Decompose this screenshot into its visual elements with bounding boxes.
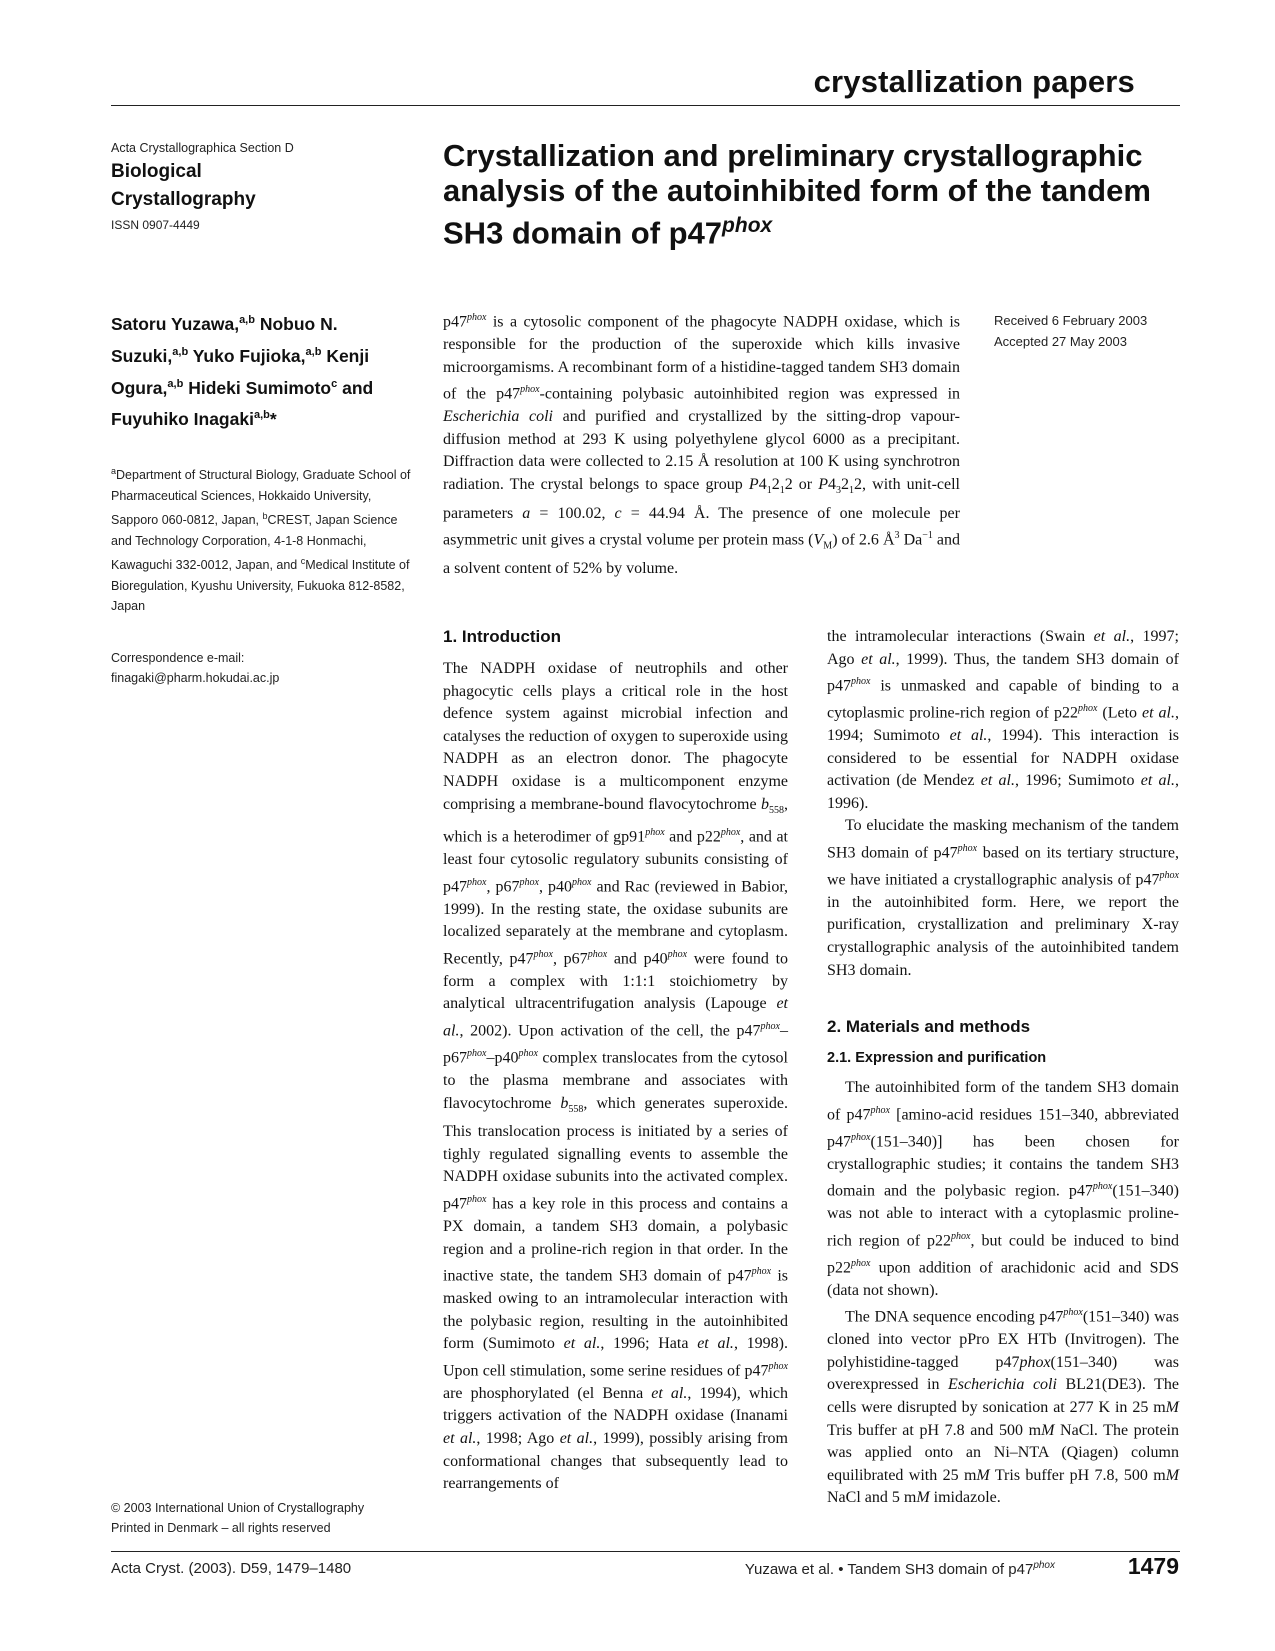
affiliation-mark-c: c [300,556,306,567]
body-paragraph: The NADPH oxidase of neutrophils and other phagocytic cells plays a critical role in the host defence system against microbial infection and catalyses the reduction of oxygen to superoxide using NADPH as an electron donor. The phagocyte NADPH oxidase is a multicomponent enzyme comprising a membrane-bound flavocytochrome $b_{558}$, which is a heterodimer of $gp91^{phox}$ and $p22^{phox}$, and at least four cytosolic regulatory subunits consisting of $p47^{phox}$, $p67^{phox}$, $p40^{phox}$ and Rac (reviewed in Babior, 1999). In the resting state, the oxidase subunits are localized separately at the membrane and cytoplasm. Recently, $p47^{phox}$, $p67^{phox}$ and $p40^{phox}$ were found to form a complex with 1:1:1 stoichiometry by analytical ultracentrifugation analysis (Lapouge et al., 2002). Upon activation of the cell, the $p47^{phox}-p67^{phox}-p40^{phox}$ complex translocates from the cytosol to the plasma membrane and associates with flavocytochrome $b_{558}$, which generates superoxide. This translocation process is initiated by a series of tighly regulated signalling events to assemble the NADPH oxidase subunits into the activated complex. $p47^{phox}$ has a key role in this process and contains a PX domain, a tandem SH3 domain, a polybasic region and a proline-rich region in that order. In the inactive state, the tandem SH3 domain of $p47^{phox}$ is masked owing to an intramolecular interaction with the polybasic region, resulting in the autoinhibited form (Sumimoto et al., 1996; Hata et al., 1998). Upon cell stimulation, some serine residues of $p47^{phox}$ are phosphorylated (el Benna et al., 1994), which triggers activation of the NADPH oxidase (Inanami et al., 1998; Ago et al., 1999), possibly arising from conformational changes that subsequently lead to rearrangements of [443,660,789,1493]
body-paragraph: The autoinhibited form of the tandem SH3 domain of $p47^{phox}$ [amino-acid residues 151–340, abbreviated $p47^{phox}(151-340)$] has been chosen for crystallographic studies; it contains the tandem SH3 domain and the polybasic region. $p47^{phox}(151-340)$ was not able to interact with a cytoplasmic proline-rich region of $p22^{phox}$, but could be induced to bind $p22^{phox}$ upon addition of arachidonic acid and SDS (data not shown). [827,1079,1180,1299]
body-paragraph: To elucidate the masking mechanism of the tandem SH3 domain of $p47^{phox}$ based on its tertiary structure, we have initiated a crystallographic analysis of $p47^{phox}$ in the autoinhibited form. Here, we report the purification, crystallization and preliminary X-ray crystallographic analysis of the autoinhibited tandem SH3 domain. [827,817,1179,979]
subsection-heading-expression: 2.1. Expression and purification [827,1050,1047,1067]
affiliation-mark-a: a [111,466,117,476]
author-affiliation: a,b [172,345,189,358]
author-affiliation: a,b [305,345,322,358]
author-affiliation: a,b [253,409,270,422]
body-column-left [443,626,788,1496]
author-list [111,306,411,433]
accepted-date: Accepted 27 May 2003 [994,334,1127,349]
author-name: Kenji Ogura, [111,345,370,398]
dates [994,310,1184,352]
affiliation-c: Medical Institute of Bioregulation, Kyushu University, Fukuoka 812-8582, Japan [111,558,410,614]
author-affiliation: a,b [239,314,255,326]
journal-series: Acta Crystallographica Section D [111,141,294,155]
article-title-main: Crystallization and preliminary crystallographic analysis of the autoinhibited form of the tandem SH3 domain of p47 [443,138,1151,251]
running-title-text: Yuzawa et al. • Tandem SH3 domain of p47 [744,1561,1034,1578]
author-name: Satoru Yuzawa, [111,313,240,334]
correspondence-email[interactable]: finagaki@pharm.hokudai.ac.jp [111,671,280,685]
page-number: 1479 [1127,1553,1179,1579]
abstract: $p47^{phox}$ is a cytosolic component of the phagocyte NADPH oxidase, which is responsible for the production of the superoxide which kills invasive microorgamisms. A recombinant form of a histidine-tagged tandem SH3 domain of the $p47^{phox}$-containing polybasic autoinhibited region was expressed in Escherichia coli and purified and crystallized by the sitting-drop vapour-diffusion method at 293 K using polyethylene glycol 6000 as a precipitant. Diffraction data were collected to 2.15 Å resolution at 100 K using synchrotron radiation. The crystal belongs to space group $P4_12_12$ or $P4_32_12$, with unit-cell parameters a = 100.02, c = 44.94 Å. The presence of one molecule per asymmetric unit gives a crystal volume per protein mass $(V_M)$ of 2.6 $Å^3$ $Da^{-1}$ and a solvent content of 52% by volume. [443,312,961,578]
journal-name-line1: Biological [111,161,202,182]
body-paragraph: The DNA sequence encoding $p47^{phox}(151-340)$ was cloned into vector pPro EX HTb (Invitrogen). The polyhistidine-tagged p47phox(151–340) was overexpressed in Escherichia coli BL21(DE3). The cells were disrupted by sonication at 277 K in 25 mM Tris buffer at pH 7.8 and 500 mM NaCl. The protein was applied onto an Ni–NTA (Qiagen) column equilibrated with 25 mM Tris buffer pH 7.8, 500 mM NaCl and 5 mM imidazole. [827,1307,1180,1507]
copyright-line: © 2003 International Union of Crystallography [111,1501,365,1515]
footer-rule [111,1551,1180,1552]
section-heading-methods: 2. Materials and methods [827,1017,1031,1037]
section-heading-introduction: 1. Introduction [443,627,562,646]
footer-running-title [745,1560,1055,1578]
article-title [443,138,1183,250]
correspondence [111,648,411,688]
affiliation-a: Department of Structural Biology, Graduate School of Pharmaceutical Sciences, Hokkaido University, Sapporo 060-0812, Japan, [111,468,411,528]
body-paragraph: the intramolecular interactions (Swain et al., 1997; Ago et al., 1999). Thus, the tandem SH3 domain of $p47^{phox}$ is unmasked and capable of binding to a cytoplasmic proline-rich region of $p22^{phox}$ (Leto et al., 1994; Sumimoto et al., 1994). This interaction is considered to be essential for NADPH oxidase activation (de Mendez et al., 1996; Sumimoto et al., 1996). [827,628,1180,812]
copyright [111,1498,441,1538]
article-title-sup: phox [722,214,773,237]
author-name: and Fuyuhiko Inagaki [111,377,374,430]
author-name: Nobuo N. Suzuki, [111,313,338,366]
author-affiliation: a,b [167,377,184,390]
author-affiliation: c [331,377,338,390]
header-rule [111,105,1180,106]
author-name: Yuko Fujioka, [192,345,306,366]
affiliation-mark-b: b [262,511,268,522]
footer-citation: Acta Cryst. (2003). D59, 1479–1480 [111,1560,352,1577]
correspondence-label: Correspondence e-mail: [111,651,245,665]
printed-line: Printed in Denmark – all rights reserved [111,1521,331,1535]
journal-name-line2: Crystallography [111,189,256,210]
section-label: crystallization papers [813,64,1135,99]
journal-issn: ISSN 0907-4449 [111,218,200,232]
journal-block [111,140,391,232]
affiliation-b: CREST, Japan Science and Technology Corporation, 4-1-8 Honmachi, Kawaguchi 332-0012, Japan, and [111,513,398,573]
body-column-right [827,626,1179,1510]
corresponding-mark: * [269,409,277,430]
affiliations [111,461,421,617]
author-name: Hideki Sumimoto [188,377,332,398]
running-title-sup: phox [1033,1560,1055,1571]
received-date: Received 6 February 2003 [994,313,1148,328]
